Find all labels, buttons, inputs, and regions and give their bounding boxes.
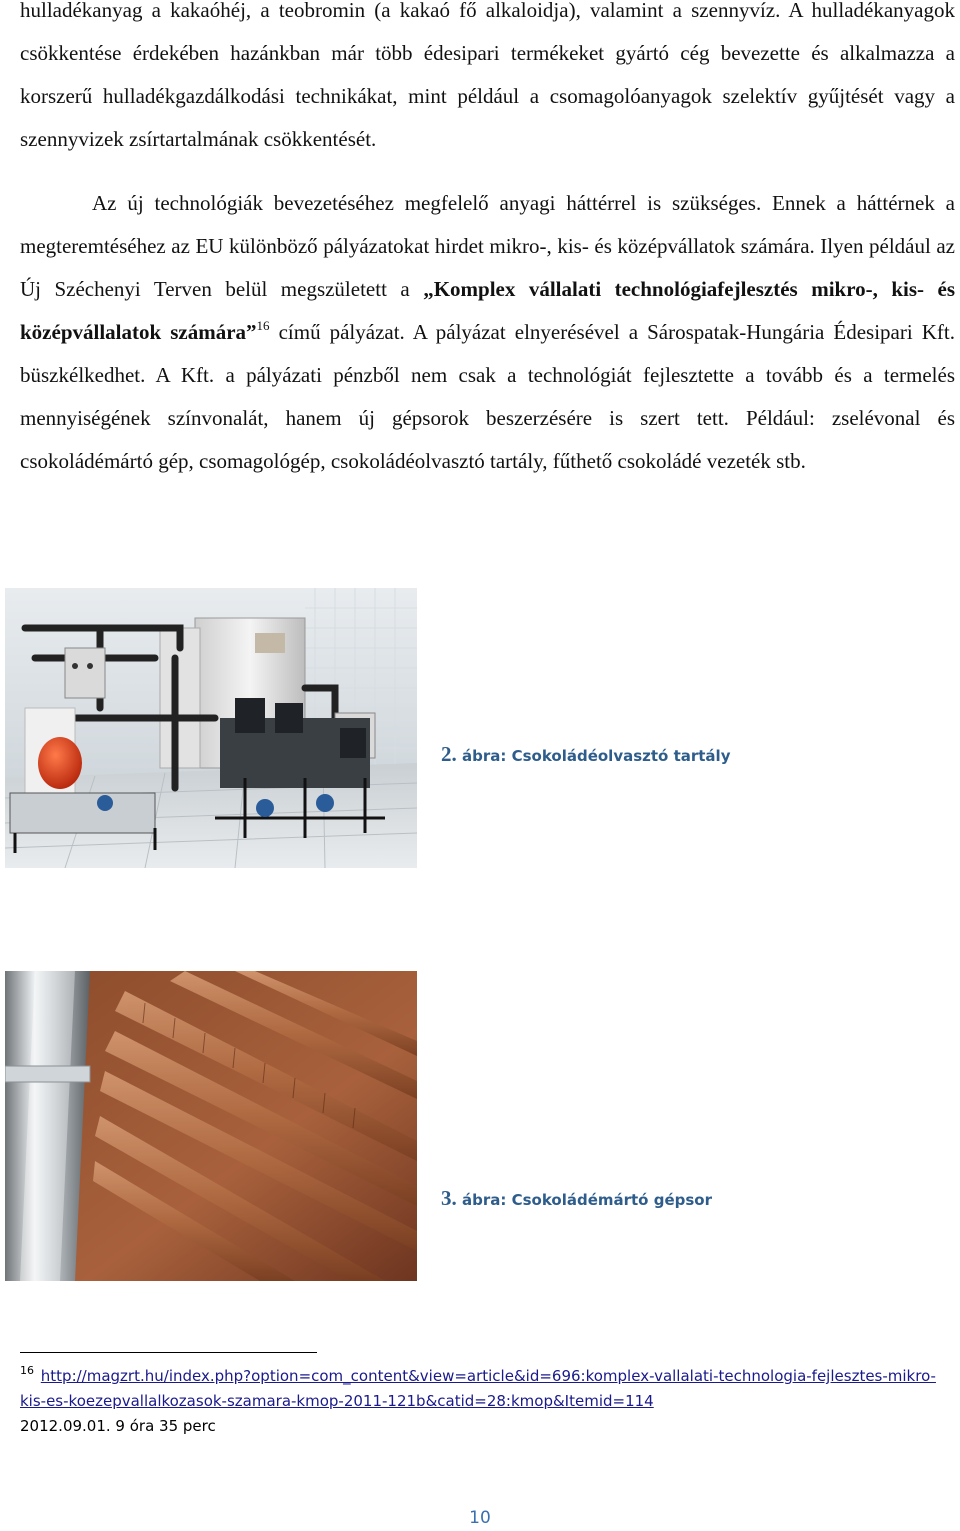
figure-2-caption-text: ábra: Csokoládéolvasztó tartály	[456, 747, 731, 765]
footnote-date: 2012.09.01. 9 óra 35 perc	[20, 1417, 216, 1435]
figure-3-number: 3.	[441, 1186, 457, 1210]
program-title: „Komplex vállalati technológiafejlesztés mikro-, kis- és középvállalatok számára”	[20, 277, 955, 344]
melting-tank-photo	[5, 588, 417, 868]
footnote	[20, 1364, 955, 1439]
footnote-marker: 16	[20, 1364, 34, 1377]
paragraph-waste-management: hulladékanyag a kakaóhéj, a teobromin (a kakaó fő alkaloidja), valamint a szennyvíz. A hulladékanyagok csökkentése érdekében hazánkban már több édesipari termékeket gyártó cég bevezette és alkalmazza a korszerű hulladékgazdálkodási technikákat, mint például a csomagolóanyagok szelektív gyűjtését vagy a szennyvizek zsírtartalmának csökkentését.	[20, 0, 955, 151]
paragraph-funding	[20, 182, 955, 483]
footnote-reference[interactable]: 16	[256, 318, 270, 333]
footnote-separator	[20, 1352, 317, 1353]
figure-3-caption-text: ábra: Csokoládémártó gépsor	[456, 1191, 712, 1209]
page-number: 10	[469, 1508, 491, 1528]
footnote-link[interactable]: http://magzrt.hu/index.php?option=com_content&view=article&id=696:komplex-vallalati-technologia-fejlesztes-mikro-kis-es-koezepvallalkozasok-szamara-kmop-2011-121b&catid=28:kmop&Itemid=114	[20, 1367, 936, 1410]
figure-2-caption	[441, 742, 730, 767]
enrobing-line-photo	[5, 971, 417, 1281]
figure-2-number: 2.	[441, 742, 457, 766]
figure-3-caption	[441, 1186, 712, 1211]
paragraph-funding-text-1: Az új technológiák bevezetéséhez megfelelő anyagi háttérrel is szükséges. Ennek a háttérnek a megteremtéséhez az EU különböző pályázatokat hirdet mikro-, kis- és középvállatok számára. Ilyen például az Új Széchenyi Terven belül megszületett a	[20, 191, 955, 301]
paragraph-funding-text-2: című pályázat. A pályázat elnyerésével a Sárospatak-Hungária Édesipari Kft. büszkélkedhet. A Kft. a pályázati pénzből nem csak a technológiát fejlesztette a tovább és a termelés mennyiségének színvonalát, hanem új gépsorok beszerzésére is szert tett. Például: zselévonal és csokoládémártó gép, csomagológép, csokoládéolvasztó tartály, fűthető csokoládé vezeték stb.	[20, 320, 955, 473]
